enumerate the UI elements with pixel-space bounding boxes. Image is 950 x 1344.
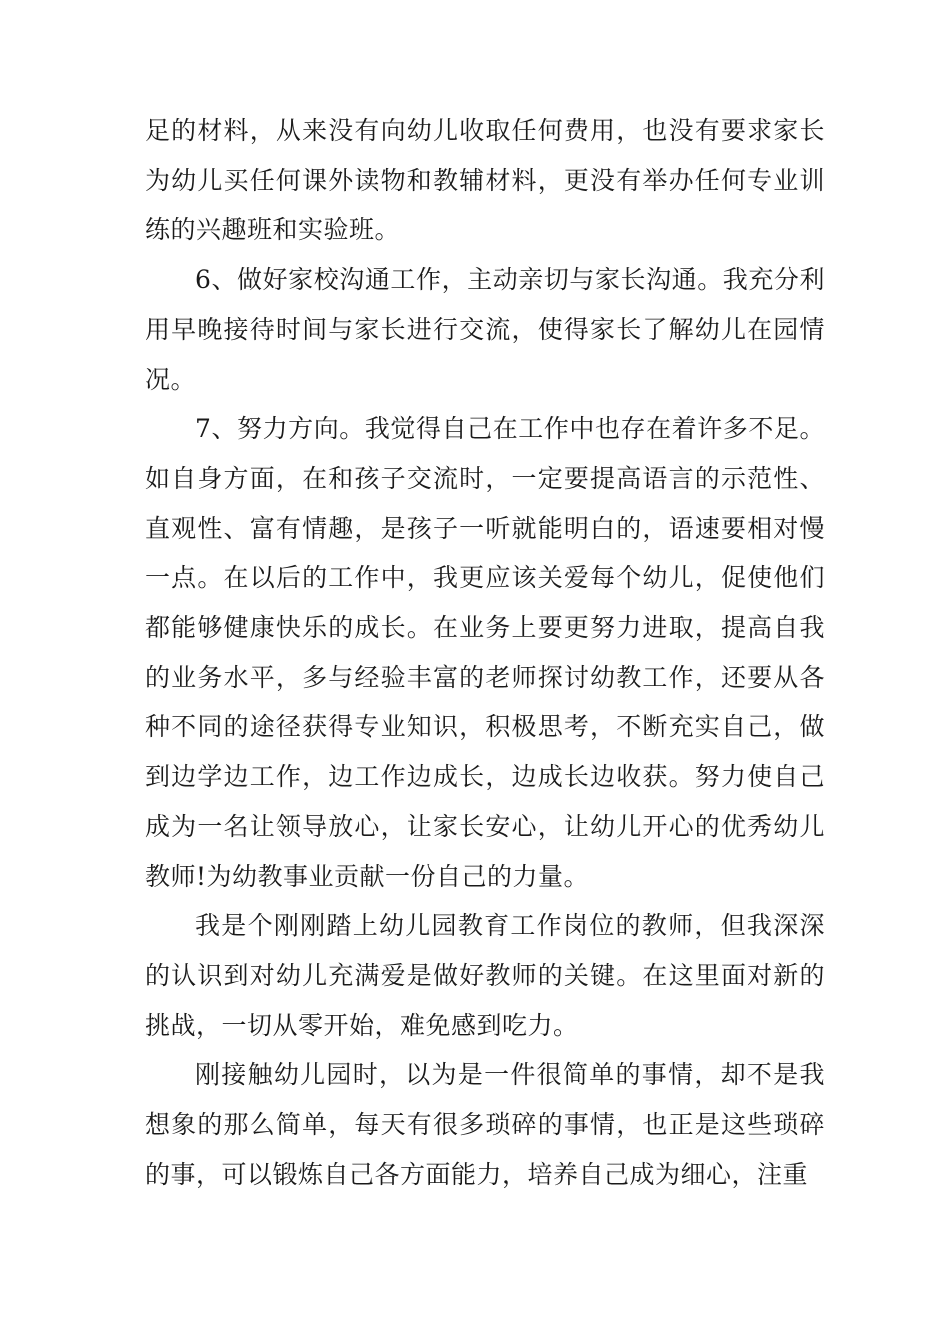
- paragraph-materials: 足的材料，从来没有向幼儿收取任何费用，也没有要求家长为幼儿买任何课外读物和教辅材料，更没有举办任何专业训练的兴趣班和实验班。: [145, 116, 825, 245]
- document-body: [145, 106, 825, 1199]
- paragraph-effort-direction: 7、努力方向。我觉得自己在工作中也存在着许多不足。如自身方面，在和孩子交流时，一定要提高语言的示范性、直观性、富有情趣，是孩子一听就能明白的，语速要相对慢一点。在以后的工作中，我更应该关爱每个幼儿，促使他们都能够健康快乐的成长。在业务上要更努力进取，提高自我的业务水平，多与经验丰富的老师探讨幼教工作，还要从各种不同的途径获得专业知识，积极思考，不断充实自己，做到边学边工作，边工作边成长，边成长边收获。努力使自己成为一名让领导放心，让家长安心，让幼儿开心的优秀幼儿教师!为幼教事业贡献一份自己的力量。: [145, 414, 825, 891]
- paragraph-home-school-communication: 6、做好家校沟通工作，主动亲切与家长沟通。我充分利用早晚接待时间与家长进行交流，使得家长了解幼儿在园情况。: [145, 265, 825, 394]
- paragraph-first-contact: 刚接触幼儿园时，以为是一件很简单的事情，却不是我想象的那么简单，每天有很多琐碎的事情，也正是这些琐碎的事，可以锻炼自己各方面能力，培养自己成为细心，注重: [145, 1060, 825, 1189]
- paragraph-new-teacher: 我是个刚刚踏上幼儿园教育工作岗位的教师，但我深深的认识到对幼儿充满爱是做好教师的关键。在这里面对新的挑战，一切从零开始，难免感到吃力。: [145, 911, 825, 1040]
